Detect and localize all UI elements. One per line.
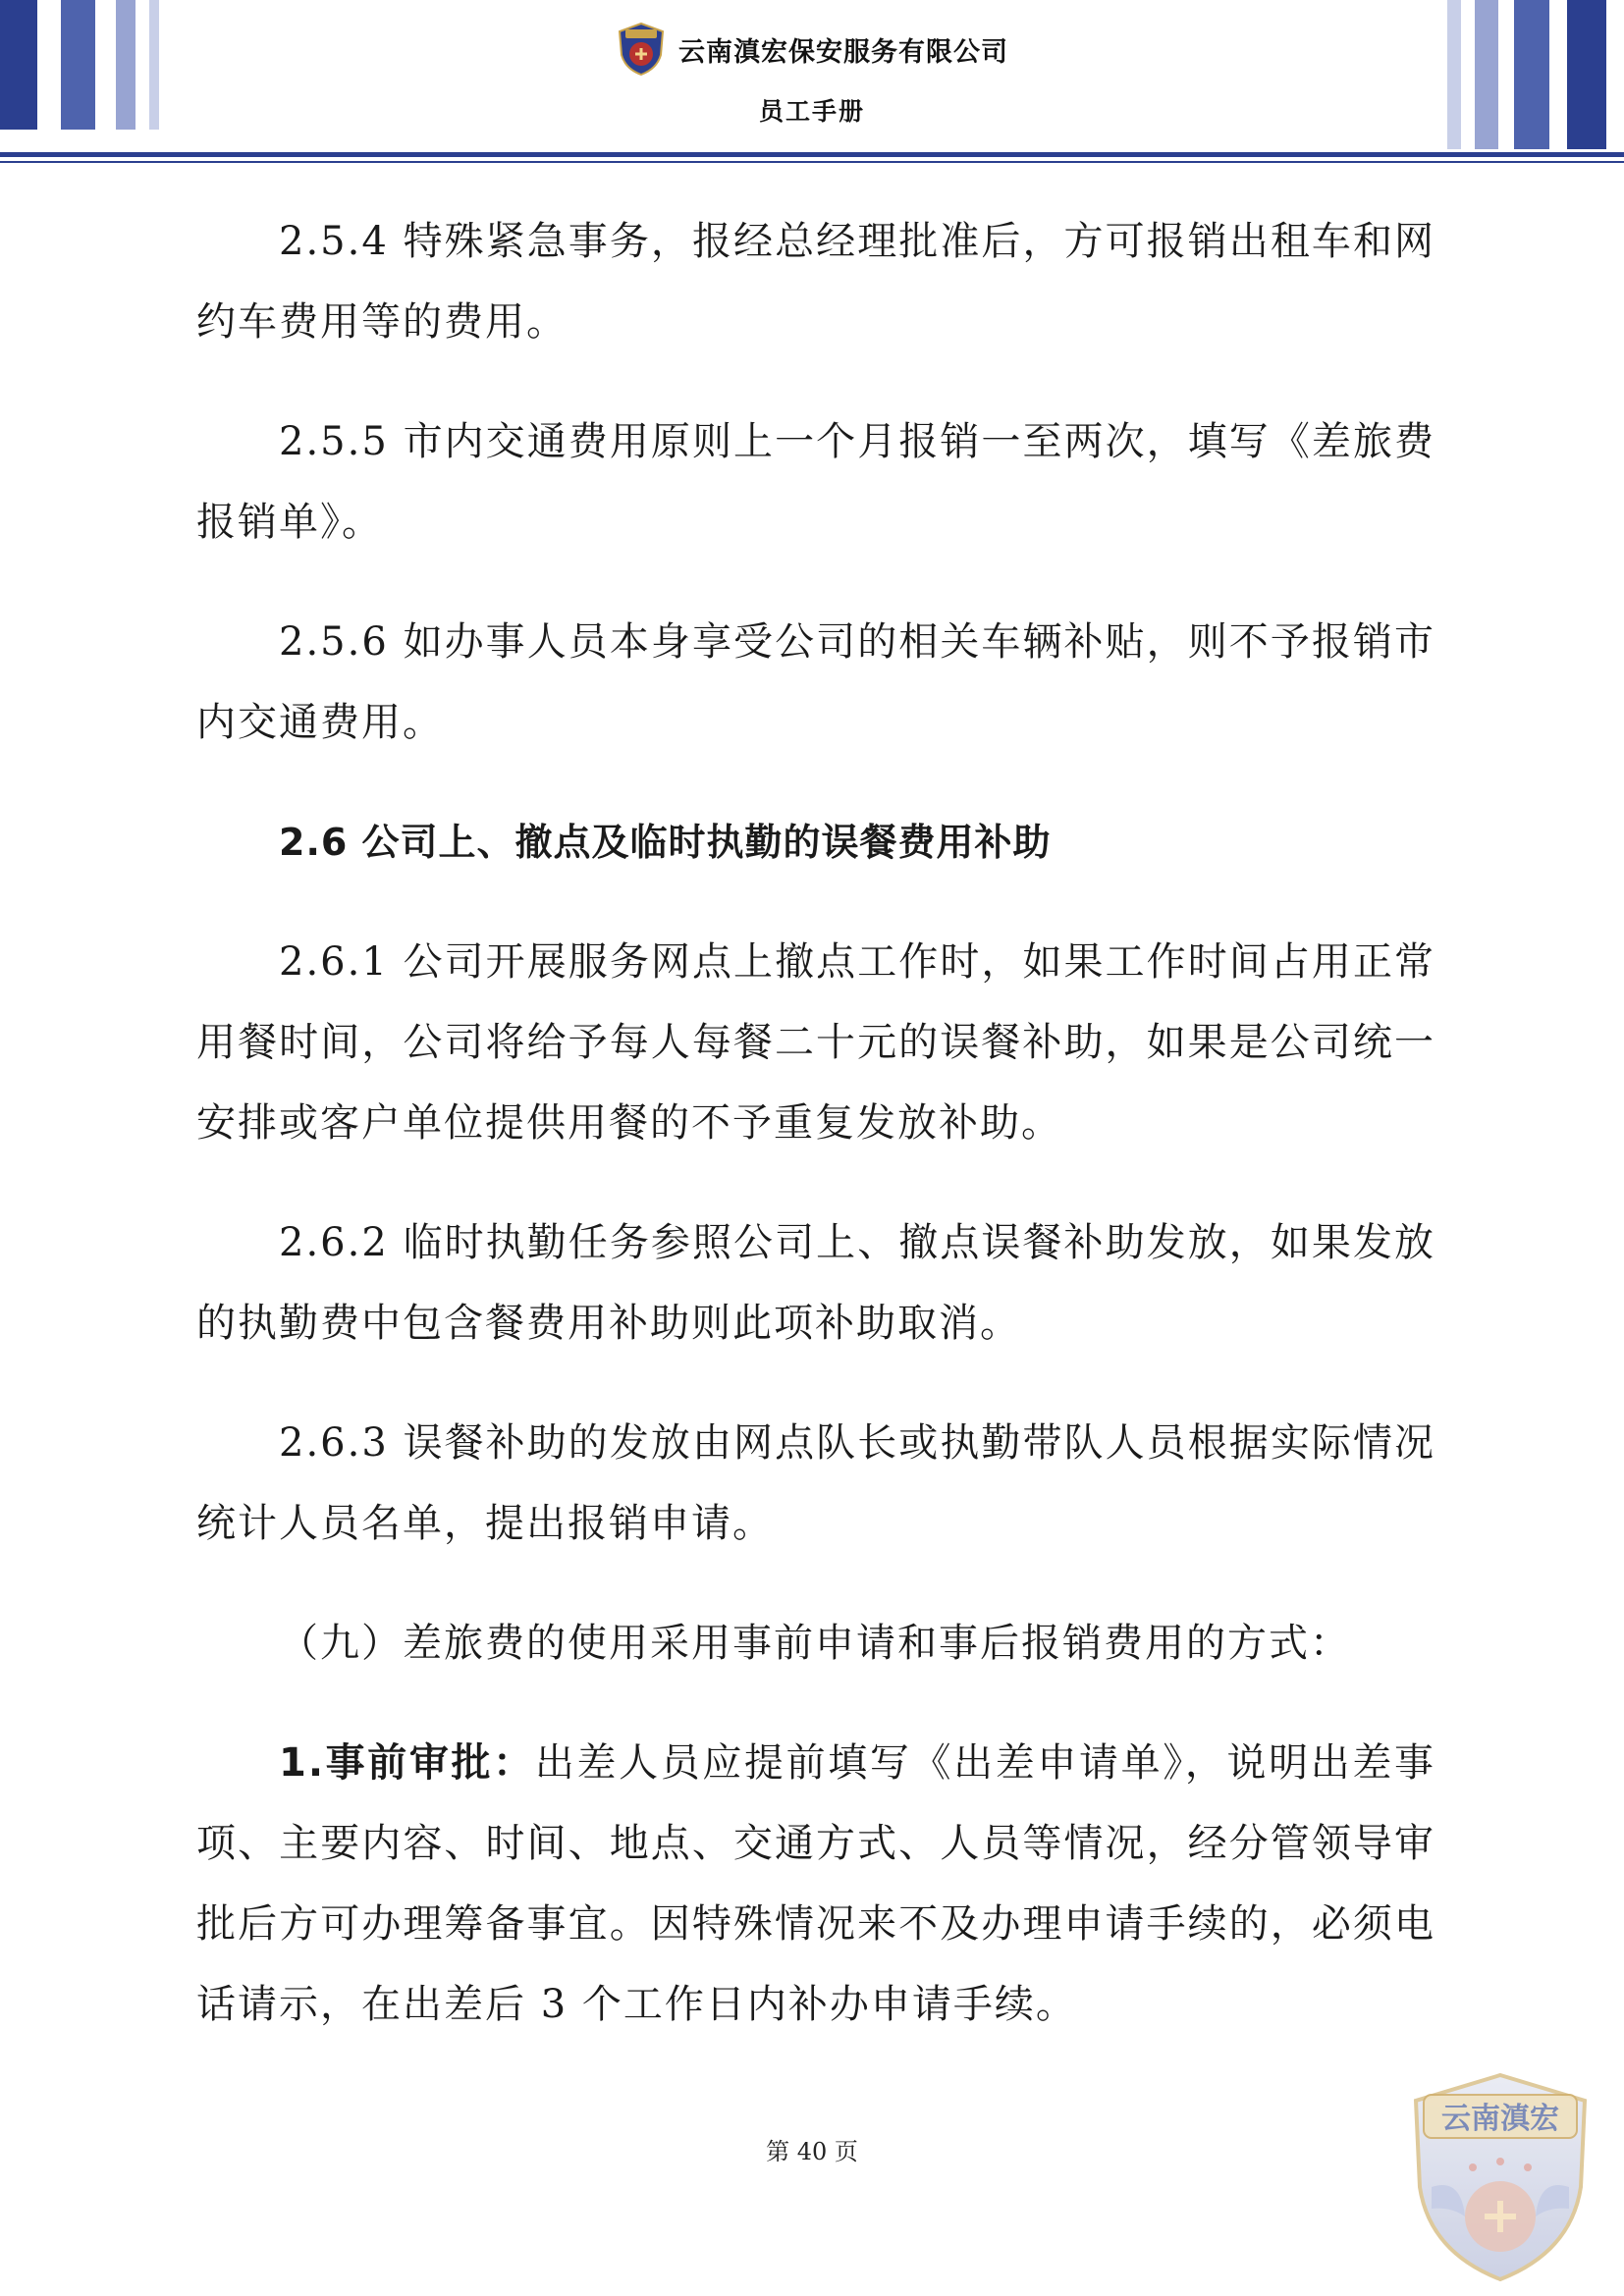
clause-lead: 1.事前审批： [279,1740,535,1786]
section-nine-intro [196,1603,1435,1683]
clause-2-6-3 [196,1403,1435,1564]
page-number: 第 40 页 [766,2138,858,2165]
clause-number: 2.6.2 [279,1220,389,1265]
company-shield-logo-icon [616,22,667,77]
header-rule-thin [0,161,1624,163]
clause-number: 2.5.5 [279,419,389,464]
clause-text: 如办事人员本身享受公司的相关车辆补贴，则不予报销市内交通费用。 [196,619,1436,745]
document-subtitle: 员工手册 [758,97,865,126]
clause-text: 临时执勤任务参照公司上、撤点误餐补助发放，如果发放的执勤费中包含餐费用补助则此项补助取消。 [196,1220,1436,1346]
company-badge-watermark-icon [1402,2069,1598,2285]
clause-2-5-5 [196,401,1435,562]
document-body [196,201,1435,2084]
clause-text: 特殊紧急事务，报经总经理批准后，方可报销出租车和网约车费用等的费用。 [196,219,1436,345]
clause-number: 2.6.1 [279,939,389,985]
clause-2-6-2 [196,1202,1435,1363]
clause-text: 出差人员应提前填写《出差申请单》，说明出差事项、主要内容、时间、地点、交通方式、人员等情况，经分管领导审批后方可办理筹备事宜。因特殊情况来不及办理申请手续的，必须电话请示，在出差后 3 个工作日内补办申请手续。 [196,1740,1436,2027]
clause-text: 误餐补助的发放由网点队长或执勤带队人员根据实际情况统计人员名单，提出报销申请。 [196,1420,1436,1546]
clause-text: 公司开展服务网点上撤点工作时，如果工作时间占用正常用餐时间，公司将给予每人每餐二十元的误餐补助，如果是公司统一安排或客户单位提供用餐的不予重复发放补助。 [196,939,1436,1146]
clause-2-5-4 [196,201,1435,362]
pre-approval-clause [196,1723,1435,2045]
clause-number: 2.6.3 [279,1420,389,1466]
clause-number: 2.5.4 [279,219,389,264]
section-heading-2-6: 2.6 公司上、撤点及临时执勤的误餐费用补助 [279,821,1052,864]
header-rule [0,152,1624,157]
clause-text: （九）差旅费的使用采用事前申请和事后报销费用的方式： [279,1621,1351,1666]
clause-text: 市内交通费用原则上一个月报销一至两次，填写《差旅费报销单》。 [196,419,1436,545]
clause-number: 2.5.6 [279,619,389,665]
page-header [0,22,1624,128]
company-name: 云南滇宏保安服务有限公司 [678,36,1008,68]
watermark-text: 云南滇宏 [1441,2102,1559,2136]
clause-2-5-6 [196,602,1435,763]
clause-2-6-1 [196,922,1435,1163]
